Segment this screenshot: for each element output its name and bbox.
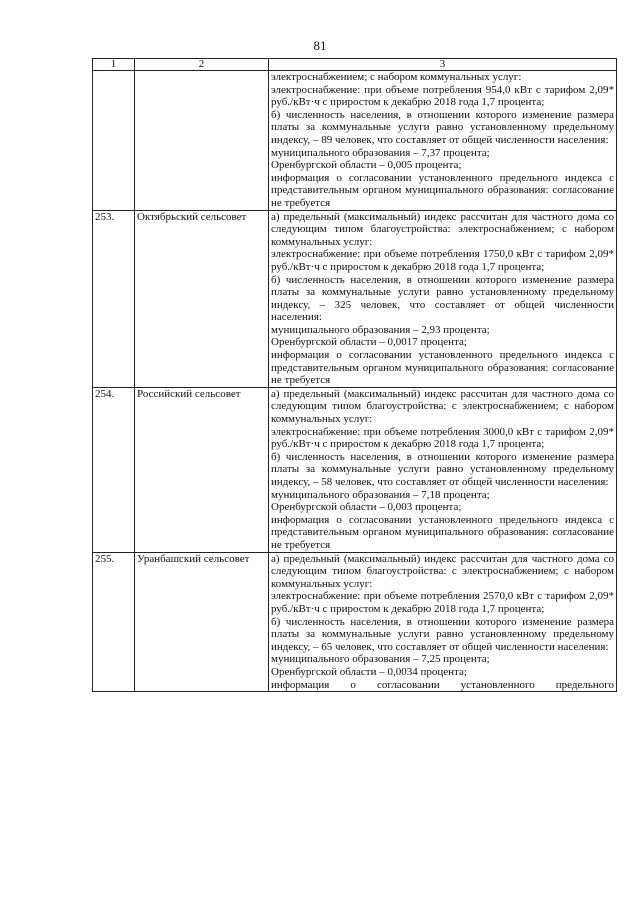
- description-line: муниципального образования – 7,18 процента;: [271, 488, 490, 501]
- limit-index-table: [92, 58, 617, 692]
- index-description: [269, 210, 617, 387]
- description-line: информация о согласовании установленного предельного индекса с представительным органом муниципального образования: согласование не требуется: [271, 513, 614, 551]
- description-line: муниципального образования – 7,25 процента;: [271, 653, 490, 666]
- description-line: муниципального образования – 2,93 процента;: [271, 323, 490, 336]
- description-line: Оренбургской области – 0,003 процента;: [271, 501, 462, 514]
- description-line: б) численность населения, в отношении которого изменение размера платы за коммунальные услуги равно установленному предельному индексу, – 65 человек, что составляет от общей численности населения:: [271, 615, 614, 653]
- description-line: Оренбургской области – 0,005 процента;: [271, 159, 462, 172]
- municipality-name: Уранбашский сельсовет: [135, 552, 269, 692]
- description-line: б) численность населения, в отношении которого изменение размера платы за коммунальные услуги равно установленному предельному индексу, – 325 человек, что составляет от общей численности населения:: [271, 273, 614, 324]
- description-line: информация о согласовании установленного предельного индекса с представительным органом муниципального образования: согласование не требуется: [271, 171, 614, 209]
- description-line: электроснабжение: при объеме потребления 2570,0 кВт с тарифом 2,09* руб./кВт·ч с приростом к декабрю 2018 года 1,7 процента;: [271, 590, 614, 615]
- municipality-name: Российский сельсовет: [135, 387, 269, 552]
- description-line: муниципального образования – 7,37 процента;: [271, 146, 490, 159]
- row-number: 253.: [93, 210, 135, 387]
- description-line: электроснабжением; с набором коммунальных услуг:: [271, 71, 522, 83]
- header-col-2: 2: [135, 59, 269, 71]
- row-number: [93, 71, 135, 211]
- page-number: 81: [313, 38, 327, 53]
- index-description: [269, 387, 617, 552]
- description-line: электроснабжение: при объеме потребления 3000,0 кВт с тарифом 2,09* руб./кВт·ч с приростом к декабрю 2018 года 1,7 процента;: [271, 425, 614, 451]
- description-line: а) предельный (максимальный) индекс рассчитан для частного дома со следующим типом благоустройства: с электроснабжением; с набором коммунальных услуг:: [271, 387, 614, 426]
- table-row-continuation: [93, 71, 617, 211]
- description-line: б) численность населения, в отношении которого изменение размера платы за коммунальные услуги равно установленному предельному индексу, – 58 человек, что составляет от общей численности населения:: [271, 450, 614, 488]
- table-row: [93, 552, 617, 692]
- municipality-name: [135, 71, 269, 211]
- index-description: [269, 71, 617, 211]
- header-col-3: 3: [269, 59, 617, 71]
- header-row: [93, 59, 617, 71]
- description-line: информация о согласовании установленного предельного: [271, 678, 614, 691]
- description-line: б) численность населения, в отношении которого изменение размера платы за коммунальные услуги равно установленному предельному индексу, – 89 человек, что составляет от общей численности населения:: [271, 108, 614, 146]
- municipality-name: Октябрьский сельсовет: [135, 210, 269, 387]
- table-row: [93, 210, 617, 387]
- description-line: Оренбургской области – 0,0017 процента;: [271, 336, 467, 349]
- table-row: [93, 387, 617, 552]
- index-description: [269, 552, 617, 692]
- header-col-1: 1: [93, 59, 135, 71]
- description-line: информация о согласовании установленного предельного индекса с представительным органом муниципального образования: согласование не требуется: [271, 349, 614, 387]
- description-line: а) предельный (максимальный) индекс рассчитан для частного дома со следующим типом благоустройства: электроснабжением; с набором коммунальных услуг:: [271, 210, 614, 248]
- description-line: электроснабжение: при объеме потребления 1750,0 кВт с тарифом 2,09* руб./кВт·ч с приростом к декабрю 2018 года 1,7 процента;: [271, 248, 614, 273]
- description-line: электроснабжение: при объеме потребления 954,0 кВт с тарифом 2,09* руб./кВт·ч с приростом к декабрю 2018 года 1,7 процента;: [271, 83, 614, 109]
- description-line: Оренбургской области – 0,0034 процента;: [271, 665, 467, 678]
- row-number: 254.: [93, 387, 135, 552]
- description-line: а) предельный (максимальный) индекс рассчитан для частного дома со следующим типом благоустройства: с электроснабжением; с набором коммунальных услуг:: [271, 552, 614, 590]
- row-number: 255.: [93, 552, 135, 692]
